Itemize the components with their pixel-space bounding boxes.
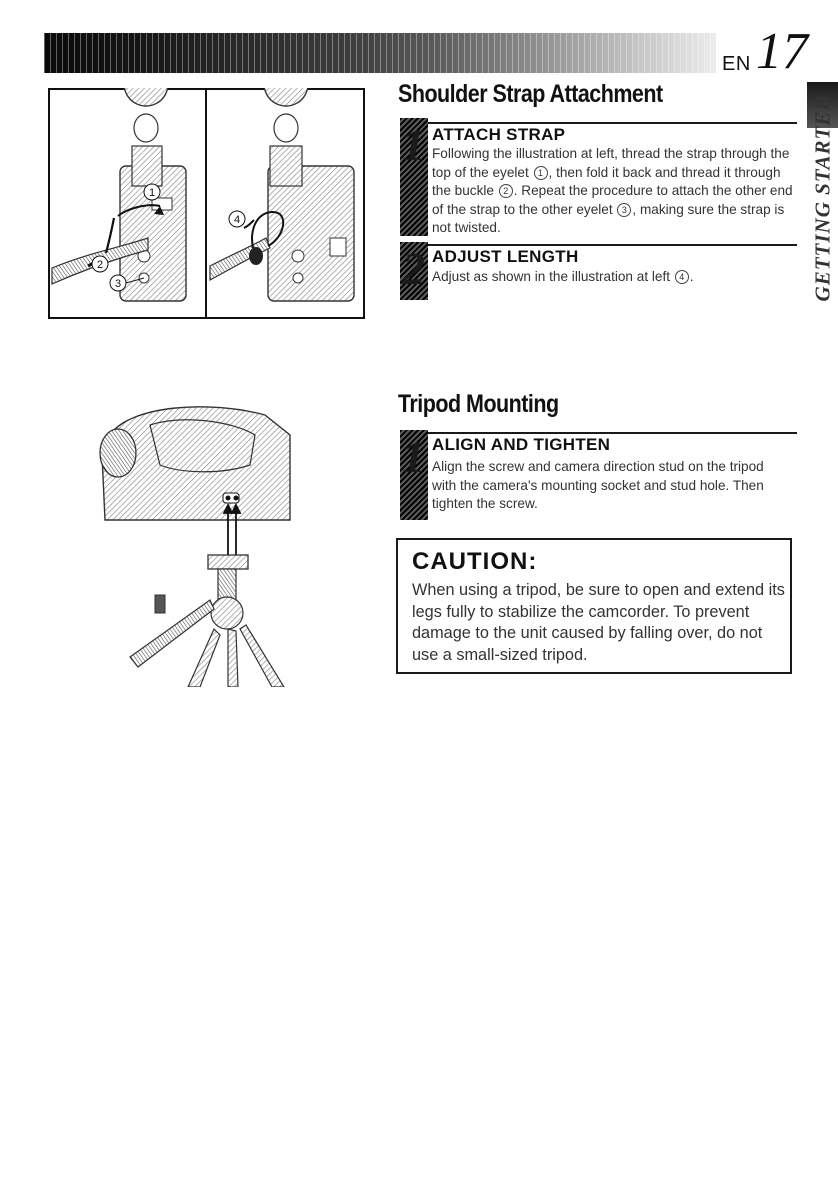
tripod-step-1-heading: ALIGN AND TIGHTEN — [432, 435, 611, 454]
callout-ref-2: 2 — [499, 184, 513, 198]
section-tab-label: GETTING STARTED — [810, 94, 835, 302]
callout-3: 3 — [114, 278, 122, 290]
strap-section-title: Shoulder Strap Attachment — [398, 80, 663, 108]
step-rule — [428, 244, 797, 246]
strap-step-1-number: 1 — [402, 119, 425, 170]
header-banner — [44, 33, 716, 73]
callout-ref-3: 3 — [617, 203, 631, 217]
strap-step-2-heading: ADJUST LENGTH — [432, 247, 579, 266]
alignment-arrows — [224, 505, 240, 563]
callout-ref-1: 1 — [534, 166, 548, 180]
strap-illustration — [48, 88, 365, 319]
caution-title: CAUTION: — [412, 548, 538, 575]
callout-1: 1 — [148, 187, 156, 199]
step-rule — [428, 122, 797, 124]
page-number: 17 — [756, 23, 808, 80]
tripod-step-1-body: Align the screw and camera direction stud on the tripod with the camera's mounting socket and stud hole. Then tighten the screw. — [432, 459, 764, 512]
callout-2: 2 — [96, 259, 104, 271]
tripod-step-1-number: 1 — [402, 431, 425, 482]
tripod — [130, 555, 284, 687]
step-rule — [428, 432, 797, 434]
strap-step-1-heading: ATTACH STRAP — [432, 125, 566, 144]
tripod-illustration — [90, 395, 295, 687]
callout-4: 4 — [233, 214, 241, 226]
strap-step-2-body: Adjust as shown in the illustration at left 4 . — [432, 269, 694, 284]
callout-ref-4: 4 — [675, 270, 689, 284]
strap-step-1-body: Following the illustration at left, thread the strap through the top of the eyelet 1 , then fold it back and thread it through the buckle 2 . Repeat the procedure to attach the other end of the strap to the other eyelet 3 , making sure the strap is not twisted. — [432, 146, 793, 236]
caution-text: When using a tripod, be sure to open and extend its legs fully to stabilize the camcorder. To prevent damage to the unit caused by falling over, do not use a small-sized tripod. — [412, 581, 785, 664]
language-label: EN — [722, 53, 751, 75]
strap-step-2-number: 2 — [402, 243, 425, 294]
tripod-section-title: Tripod Mounting — [398, 390, 559, 418]
camcorder — [100, 407, 290, 520]
